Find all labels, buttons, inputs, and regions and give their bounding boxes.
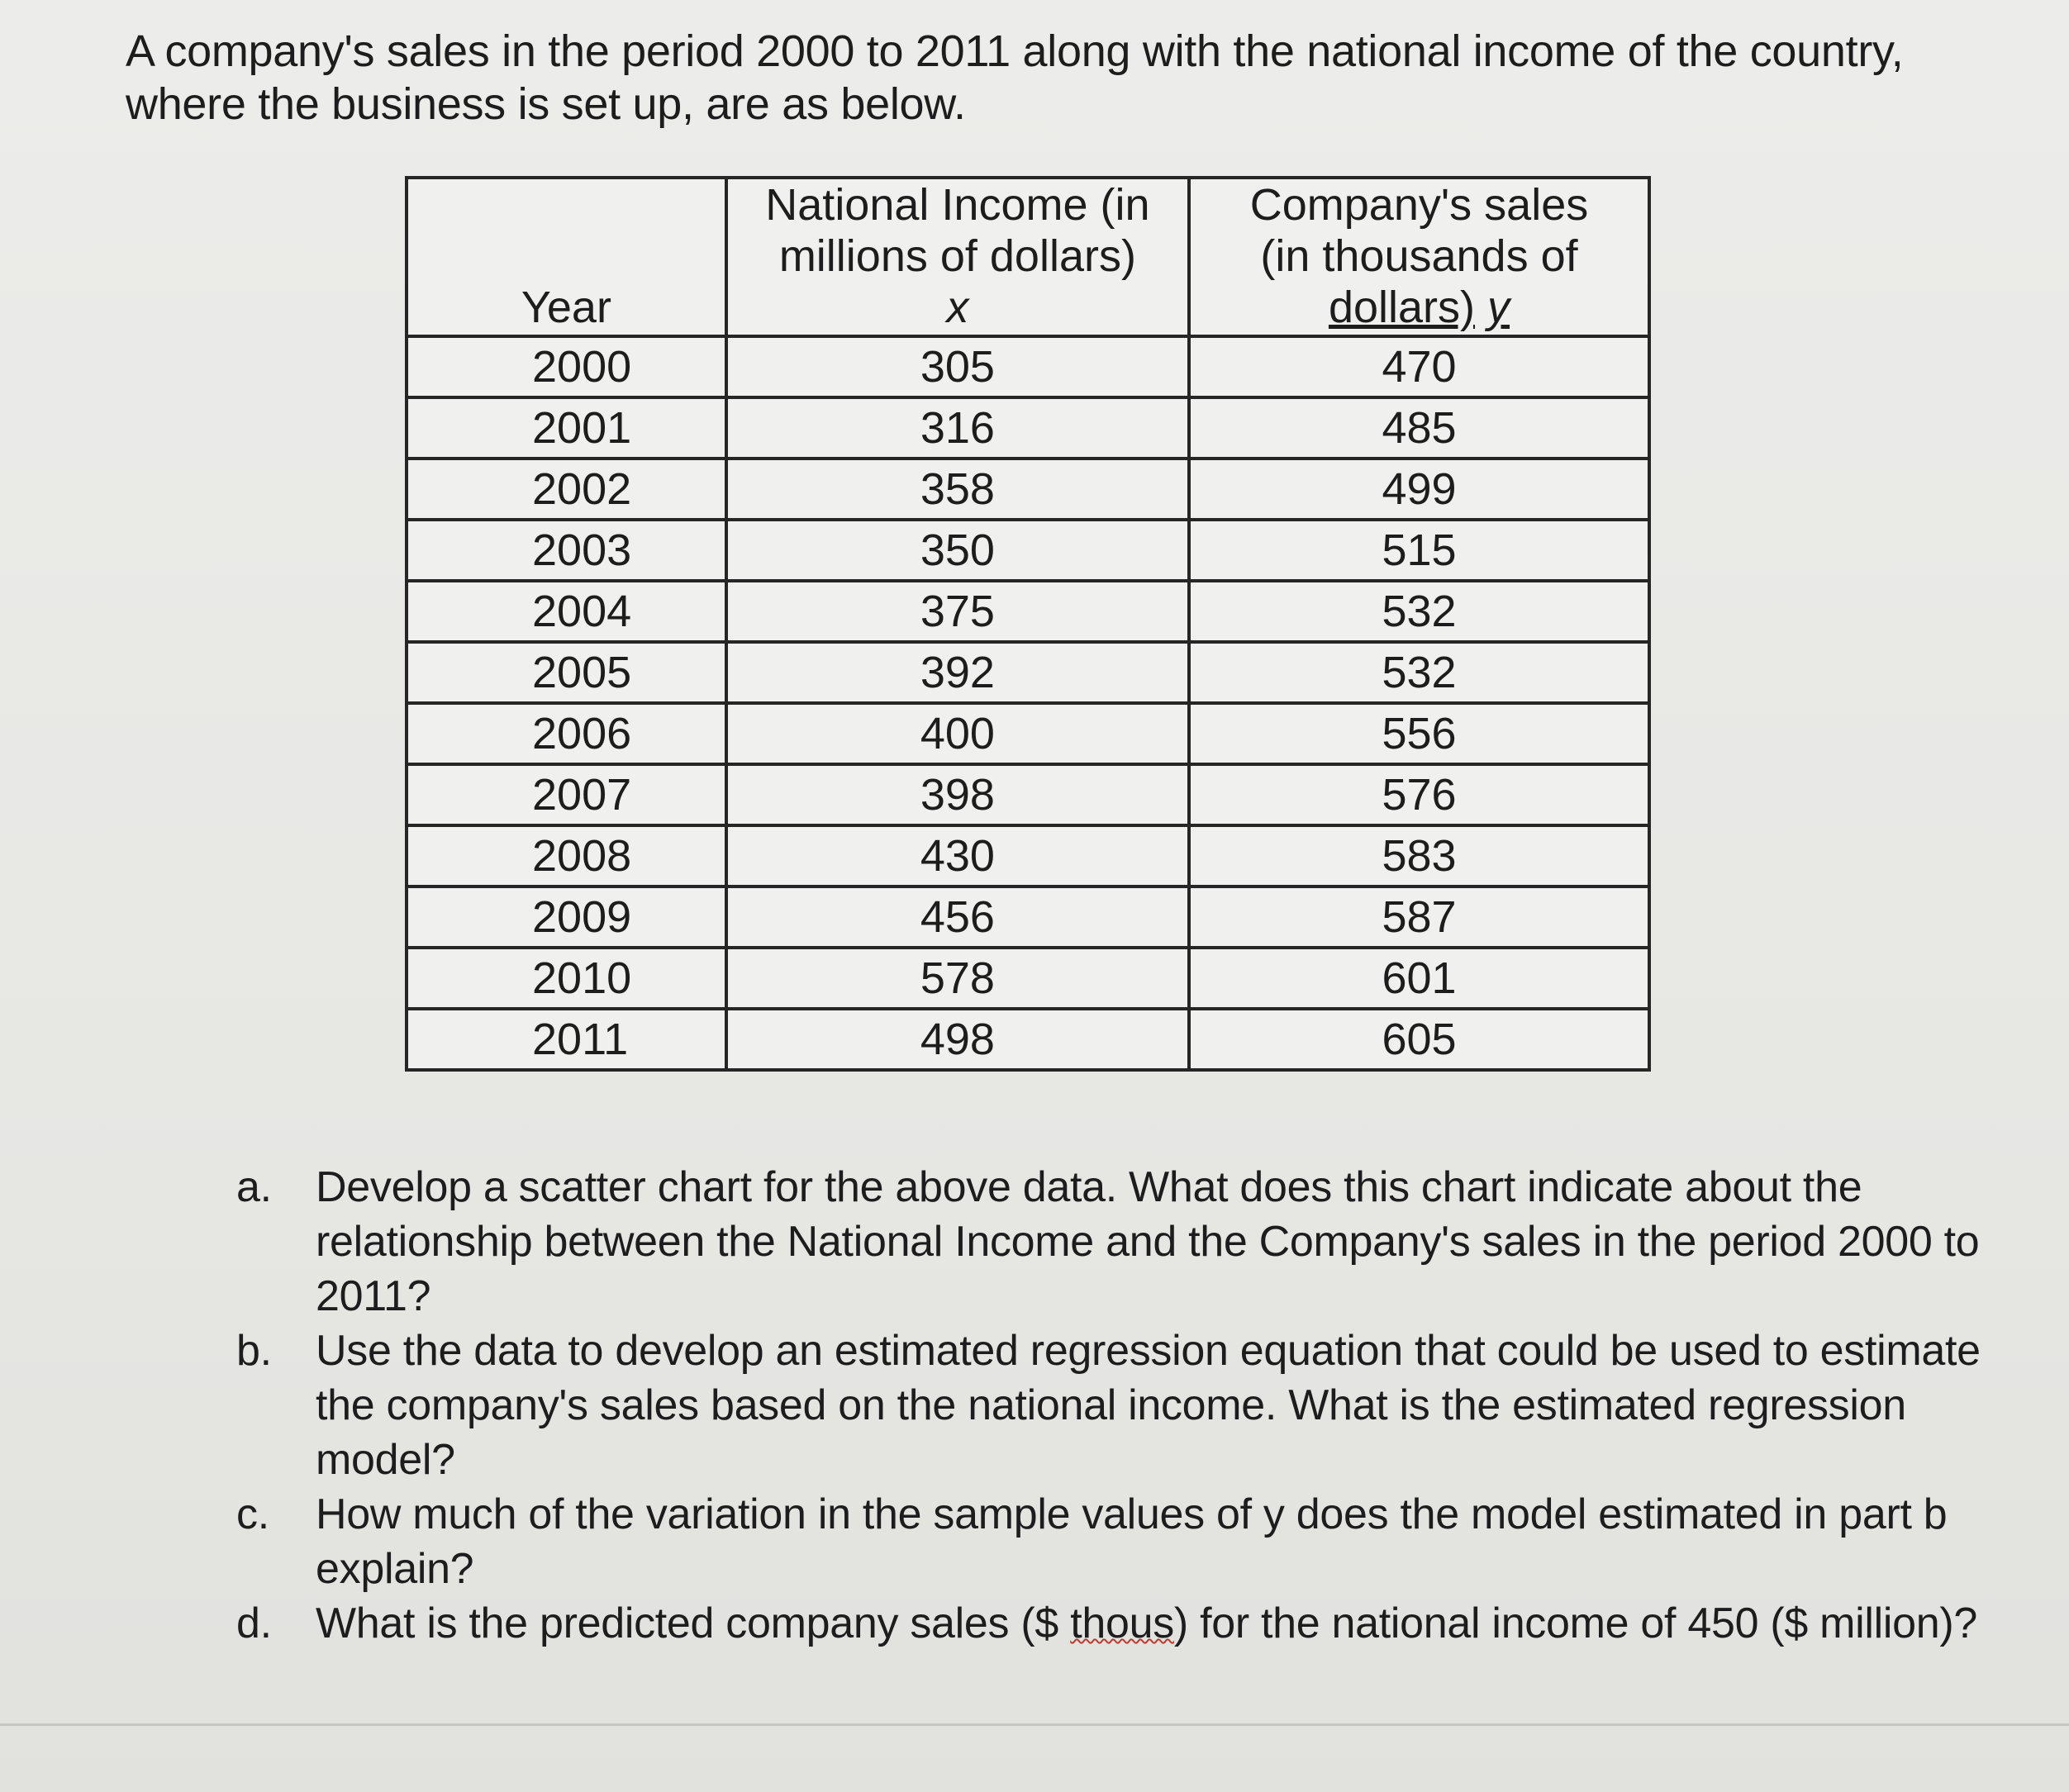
- header-ni-var: x: [946, 283, 969, 332]
- cell-year: 2004: [407, 581, 726, 642]
- intro-paragraph: A company's sales in the period 2000 to 2011 along with the national income of the country, where the business is set up, are as below.: [126, 26, 1904, 129]
- cell-year: 2002: [407, 459, 726, 520]
- cell-year: 2003: [407, 520, 726, 581]
- table-row: [407, 948, 1649, 1009]
- table-row: [407, 703, 1649, 764]
- cell-y: 576: [1189, 764, 1649, 825]
- cell-year: 2001: [407, 397, 726, 459]
- header-company-sales: [1189, 178, 1649, 336]
- cell-year: 2006: [407, 703, 726, 764]
- cell-year: 2008: [407, 825, 726, 886]
- cell-x: 498: [726, 1009, 1189, 1070]
- cell-y: 485: [1189, 397, 1649, 459]
- table-row: [407, 886, 1649, 948]
- cell-y: 605: [1189, 1009, 1649, 1070]
- table-row: [407, 642, 1649, 703]
- cell-y: 532: [1189, 642, 1649, 703]
- cell-x: 398: [726, 764, 1189, 825]
- header-sales-line2: (in thousands of: [1260, 231, 1578, 281]
- question-b: [236, 1324, 1996, 1487]
- spellcheck-word: thous: [1070, 1599, 1174, 1647]
- table-row: [407, 581, 1649, 642]
- table-row: [407, 520, 1649, 581]
- header-sales-line1: Company's sales: [1249, 180, 1589, 230]
- cell-year: 2000: [407, 336, 726, 397]
- cell-year: 2005: [407, 642, 726, 703]
- cell-year: 2010: [407, 948, 726, 1009]
- header-national-income: [726, 178, 1189, 336]
- table-row: [407, 1009, 1649, 1070]
- table-row: [407, 397, 1649, 459]
- question-text: Use the data to develop an estimated regression equation that could be used to estimate the company's sales based on the national income. What is the estimated regression model?: [316, 1327, 1981, 1484]
- cell-x: 400: [726, 703, 1189, 764]
- cell-y: 601: [1189, 948, 1649, 1009]
- cell-x: 456: [726, 886, 1189, 948]
- question-a: [236, 1160, 1996, 1324]
- question-d-after: ) for the national income of 450 ($ million)?: [1173, 1599, 1978, 1647]
- cell-year: 2011: [407, 1009, 726, 1070]
- header-ni-line2: millions of dollars): [778, 231, 1136, 281]
- header-sales-var: y: [1487, 283, 1510, 332]
- cell-year: 2007: [407, 764, 726, 825]
- cell-x: 430: [726, 825, 1189, 886]
- cell-x: 305: [726, 336, 1189, 397]
- cell-y: 499: [1189, 459, 1649, 520]
- cell-y: 583: [1189, 825, 1649, 886]
- question-text: [316, 1596, 1996, 1651]
- cell-y: 532: [1189, 581, 1649, 642]
- data-table: [405, 176, 1651, 1072]
- cell-y: 556: [1189, 703, 1649, 764]
- table-row: [407, 764, 1649, 825]
- bottom-divider: [0, 1723, 2069, 1726]
- cell-x: 392: [726, 642, 1189, 703]
- cell-x: 358: [726, 459, 1189, 520]
- question-letter: a.: [236, 1163, 272, 1211]
- cell-y: 515: [1189, 520, 1649, 581]
- questions-list: [236, 1160, 1996, 1651]
- cell-x: 316: [726, 397, 1189, 459]
- question-text: Develop a scatter chart for the above data. What does this chart indicate about the relationship between the National Income and the Company's sales in the period 2000 to 2011?: [316, 1163, 1980, 1320]
- question-d-before: What is the predicted company sales ($: [316, 1599, 1071, 1647]
- header-ni-line1: National Income (in: [765, 180, 1150, 230]
- table-row: [407, 336, 1649, 397]
- header-year-label: Year: [521, 283, 611, 332]
- question-d: [236, 1596, 1996, 1651]
- question-letter: b.: [236, 1327, 272, 1375]
- header-sales-line3: dollars): [1328, 283, 1476, 332]
- cell-x: 350: [726, 520, 1189, 581]
- cell-y: 587: [1189, 886, 1649, 948]
- table-row: [407, 825, 1649, 886]
- question-letter: c.: [236, 1490, 269, 1538]
- table-body: [407, 336, 1649, 1070]
- cell-year: 2009: [407, 886, 726, 948]
- question-letter: d.: [236, 1599, 272, 1647]
- cell-x: 375: [726, 581, 1189, 642]
- table-row: [407, 459, 1649, 520]
- cell-x: 578: [726, 948, 1189, 1009]
- cell-y: 470: [1189, 336, 1649, 397]
- question-text: How much of the variation in the sample values of y does the model estimated in part b explain?: [316, 1490, 1948, 1593]
- header-year: [407, 178, 726, 336]
- question-c: [236, 1487, 1996, 1596]
